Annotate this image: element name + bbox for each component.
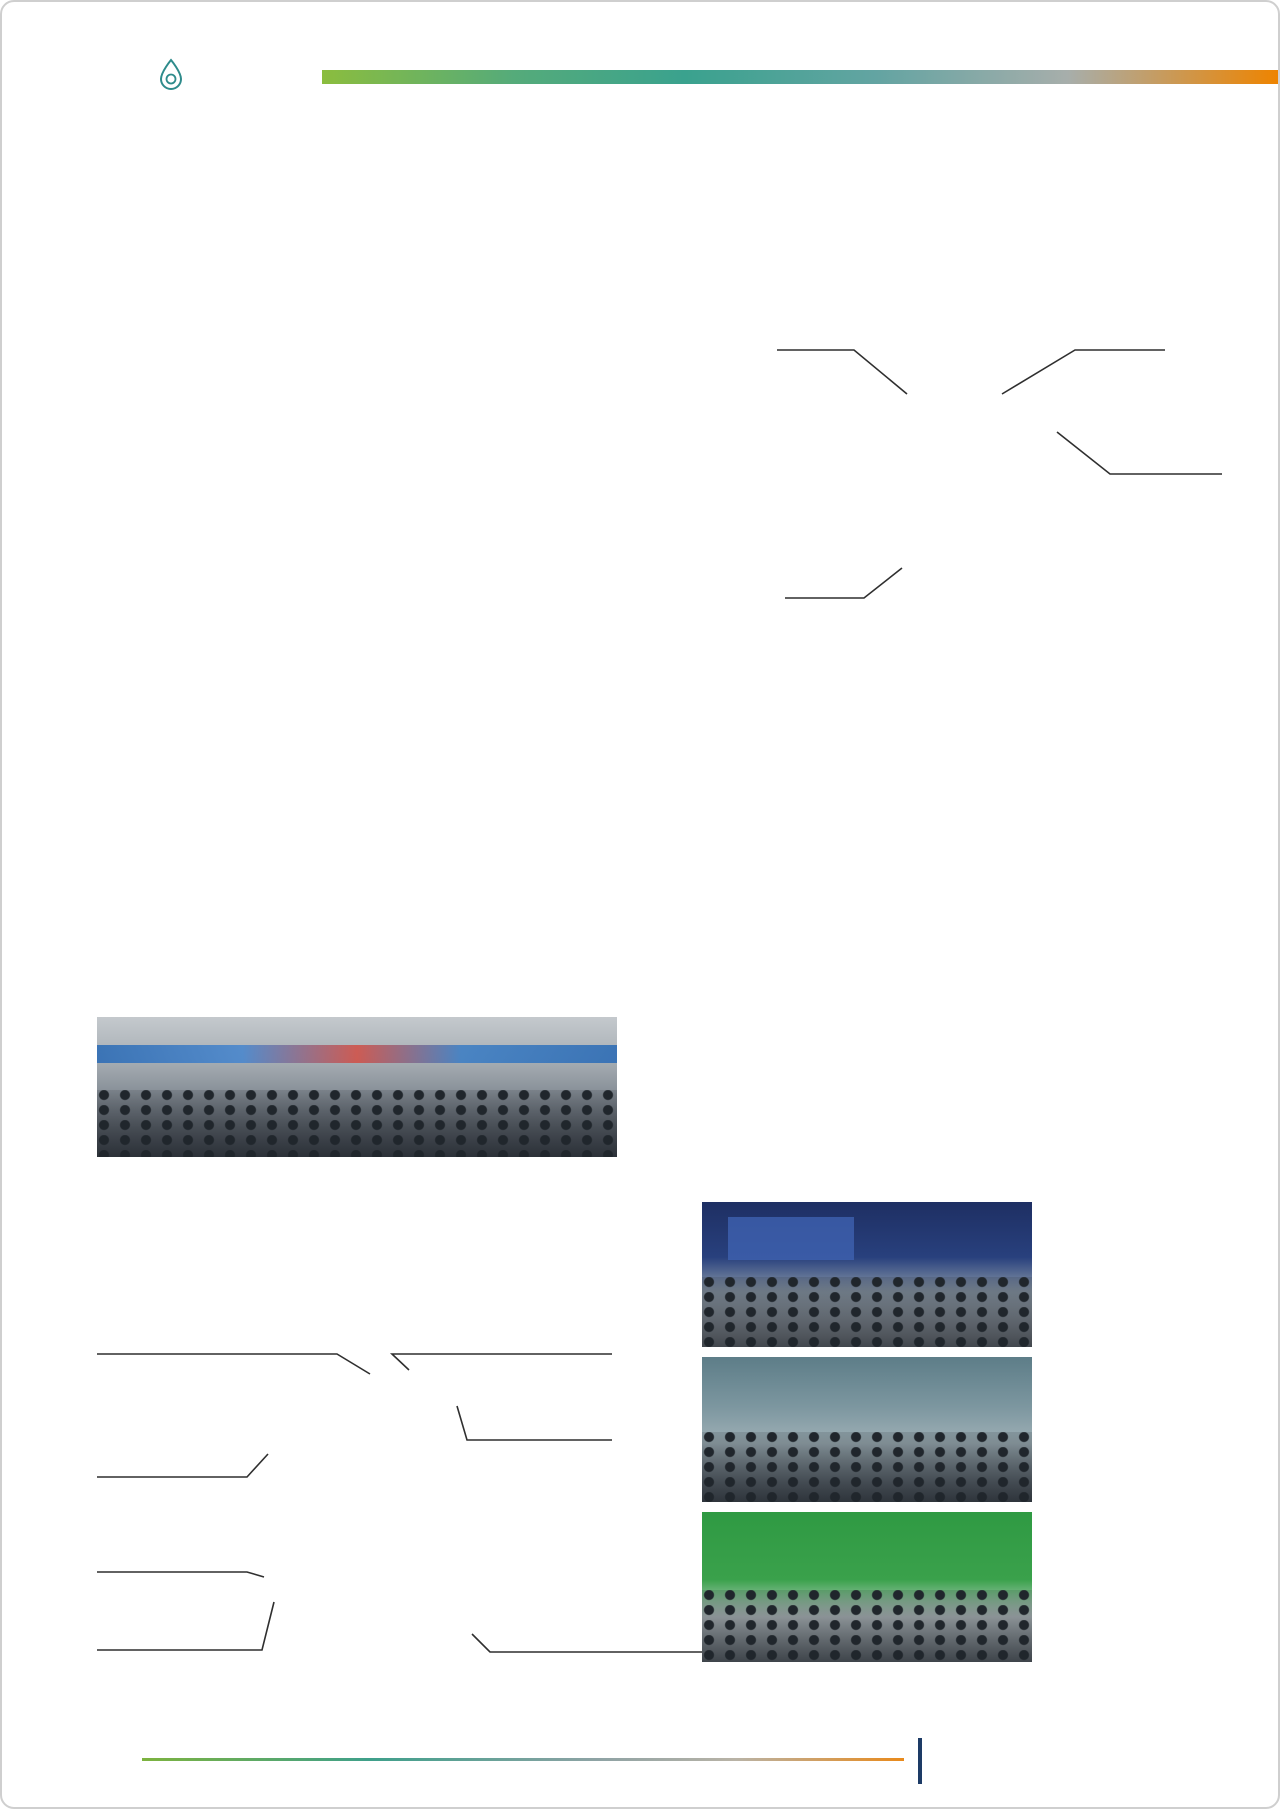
pie-label-foreign: [97, 1597, 102, 1621]
section-title-area: [98, 1234, 106, 1254]
crowd-photo-people: [97, 1090, 617, 1157]
section-title-products: [687, 695, 695, 715]
pie-label-satisfied: [785, 548, 790, 572]
crowd-photo: [97, 1017, 617, 1157]
exhibition-photo-hall: [702, 1357, 1032, 1502]
exhibition-photo-booth: [702, 1512, 1032, 1662]
footer-gradient-line: [142, 1758, 904, 1761]
page-title: [98, 150, 106, 186]
pie-label-guizhou: [97, 1302, 102, 1326]
photo-people-1: [702, 1277, 1032, 1347]
pie-label-shanxi: [517, 1302, 522, 1326]
header-gradient-bar: [322, 70, 1278, 84]
crowd-photo-banner: [97, 1045, 617, 1063]
exhibition-photo-group: [702, 1202, 1032, 1347]
photo-people-3: [702, 1590, 1032, 1662]
pie-label-dissatisfied: [1075, 302, 1080, 326]
pie-label-yunnan: [97, 1519, 102, 1543]
header-logo: [158, 58, 188, 90]
area-leader-lines: [92, 1342, 712, 1662]
pie-label-very-satisfied: [777, 302, 782, 326]
photo-screen: [728, 1217, 853, 1261]
section-title-satisfaction: [687, 235, 695, 255]
section-title-visitors: [98, 692, 106, 712]
section-title-purpose: [98, 230, 106, 250]
pie-label-chongqing: [562, 1599, 567, 1623]
photo-people-2: [702, 1432, 1032, 1502]
water-drop-logo-icon: [158, 58, 184, 90]
satisfaction-leader-lines: [742, 302, 1242, 612]
pie-label-sichuan: [97, 1424, 102, 1448]
footer-divider: [918, 1738, 922, 1784]
